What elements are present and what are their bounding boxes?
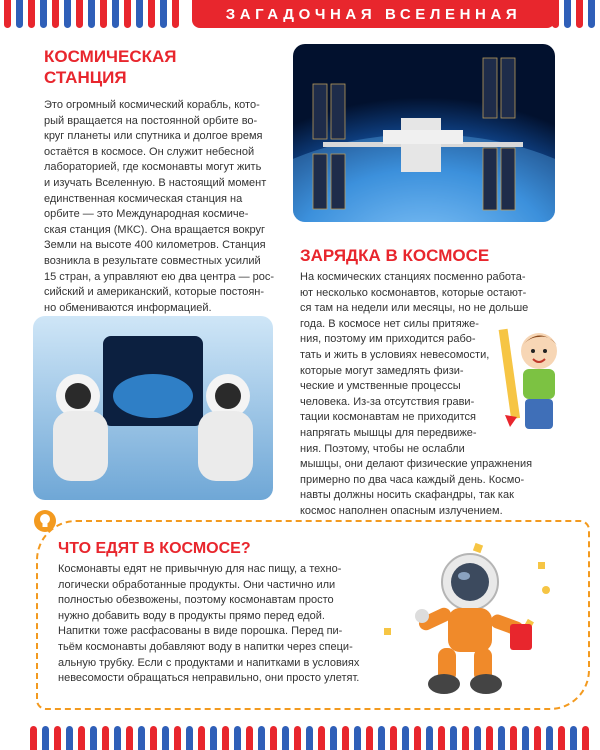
station-line: возникла в результате совместных усилий (44, 254, 261, 267)
exercise-line: примерно по два часа каждый день. Космо- (300, 473, 525, 486)
stripe (54, 726, 61, 750)
exercise-line: напрягать мышцы для передвиже- (300, 426, 477, 439)
stripe (522, 726, 529, 750)
station-line: Земли на высоте 400 километров. Станция (44, 239, 266, 252)
stripe (28, 0, 35, 28)
station-heading-line2: СТАНЦИЯ (44, 68, 127, 87)
header-stripes-left (4, 0, 184, 28)
exercise-line: космос наполнен опасным излучением. (300, 504, 503, 517)
stripe (582, 726, 589, 750)
stripe (450, 726, 457, 750)
food-line: альную трубку. Если с продуктами и напитками в условиях (58, 656, 360, 669)
station-line: Это огромный космический корабль, кото- (44, 99, 260, 111)
stripe (102, 726, 109, 750)
exercise-line: человека. Из-за отсутствия грави- (300, 395, 475, 408)
stripe (342, 726, 349, 750)
station-line: и изучать Вселенную. В настоящий момент (44, 176, 267, 189)
food-text (58, 562, 378, 687)
food-line: нужно добавить воду в продукты прямо перед едой. (58, 609, 325, 622)
exercise-line: которые могут замедлять физи- (300, 364, 464, 377)
exercise-line: На космических станциях посменно работа- (300, 271, 526, 283)
stripe (136, 0, 143, 28)
food-line: полностью обезвожены, поэтому космонавтам просто (58, 594, 334, 607)
stripe (222, 726, 229, 750)
station-heading-line1: КОСМИЧЕСКАЯ (44, 47, 177, 66)
stripe (426, 726, 433, 750)
stripe (390, 726, 397, 750)
iss-photo (293, 44, 555, 222)
stripe (330, 726, 337, 750)
stripe (438, 726, 445, 750)
stripe (198, 726, 205, 750)
stripe (564, 0, 571, 28)
stripe (42, 726, 49, 750)
stripe (402, 726, 409, 750)
exercise-line: тать и жить в условиях невесомости, (300, 348, 490, 361)
station-line: рый вращается на постоянной орбите во- (44, 114, 258, 127)
stripe (378, 726, 385, 750)
exercise-line: года. В космосе нет силы притяже- (300, 317, 479, 330)
stripe (88, 0, 95, 28)
station-line: ская станция (МКС). Она вращается вокруг (44, 223, 265, 236)
stripe (76, 0, 83, 28)
stripe (174, 726, 181, 750)
station-line: единственная космическая станция на (44, 192, 243, 205)
stripe (534, 726, 541, 750)
exercise-line: ния, поэтому им приходится рабо- (300, 333, 476, 346)
food-line: логически обработанные продукты. Они частично или (58, 578, 336, 591)
stripe (294, 726, 301, 750)
stripe (366, 726, 373, 750)
stripe (210, 726, 217, 750)
stripe (66, 726, 73, 750)
stripe (186, 726, 193, 750)
stripe (570, 726, 577, 750)
station-line: орбите — это Международная космиче- (44, 208, 249, 221)
stripe (486, 726, 493, 750)
section-title: ЗАГАДОЧНАЯ ВСЕЛЕННАЯ (225, 5, 522, 23)
stripe (318, 726, 325, 750)
stripe (552, 0, 559, 28)
stripe (112, 0, 119, 28)
stripe (354, 726, 361, 750)
stripe (306, 726, 313, 750)
exercise-line: навты должны носить скафандры, так как (300, 489, 514, 502)
exercise-line: ния. Поэтому, чтобы не ослабли (300, 442, 465, 455)
station-text (44, 98, 294, 316)
stripe (282, 726, 289, 750)
exercise-heading: ЗАРЯДКА В КОСМОСЕ (300, 246, 490, 265)
stripe (558, 726, 565, 750)
stripe (148, 0, 155, 28)
stripe (124, 0, 131, 28)
floating-astronaut-illustration (378, 532, 558, 700)
stripe (588, 0, 595, 28)
station-line: сийский и американский, которые постоян- (44, 286, 265, 299)
exercise-line: ческие и умственные процессы (300, 380, 461, 393)
stripe (576, 0, 583, 28)
stripe (150, 726, 157, 750)
stripe (474, 726, 481, 750)
stripe (246, 726, 253, 750)
exercise-line: ют несколько космонавтов, которые остают- (300, 286, 527, 299)
boy-with-pencil-illustration (495, 325, 570, 440)
exercise-line: тации космонавтам не приходится (300, 411, 477, 424)
stripe (258, 726, 265, 750)
food-line: невесомости обращаться неправильно, они просто улетят. (58, 672, 360, 685)
exercise-line: мышцы, они делают физические упражнения (300, 458, 533, 471)
stripe (90, 726, 97, 750)
stripe (160, 0, 167, 28)
stripe (16, 0, 23, 28)
stripe (510, 726, 517, 750)
stripe (4, 0, 11, 28)
stripe (100, 0, 107, 28)
lightbulb-icon (34, 510, 56, 532)
stripe (126, 726, 133, 750)
exercise-line: ся там на недели или месяцы, но не дольше (300, 302, 529, 315)
station-heading (44, 46, 176, 88)
stripe (40, 0, 47, 28)
header-stripes-right (552, 0, 600, 28)
stripe (30, 726, 37, 750)
food-line: Напитки тоже расфасованы в виде порошка. Перед пи- (58, 625, 343, 638)
stripe (546, 726, 553, 750)
food-heading: ЧТО ЕДЯТ В КОСМОСЕ? (58, 540, 251, 557)
stripe (172, 0, 179, 28)
station-line: лабораторией, где космонавты могут жить (44, 161, 262, 174)
food-line: тьём космонавты добавляют воду в напитки через специ- (58, 640, 353, 653)
footer-stripes (30, 726, 594, 750)
stripe (162, 726, 169, 750)
stripe (270, 726, 277, 750)
astronauts-photo (33, 316, 273, 500)
stripe (234, 726, 241, 750)
stripe (52, 0, 59, 28)
station-line: круг планеты или спутника и долгое время (44, 130, 263, 143)
station-line: 15 стран, а управляют ею два центра — рос- (44, 270, 275, 283)
stripe (78, 726, 85, 750)
stripe (498, 726, 505, 750)
header-banner (192, 0, 555, 28)
stripe (462, 726, 469, 750)
station-line: но обмениваются информацией. (44, 301, 212, 314)
stripe (138, 726, 145, 750)
food-line: Космонавты едят не привычную для нас пищу, а техно- (58, 563, 342, 575)
stripe (64, 0, 71, 28)
stripe (414, 726, 421, 750)
station-line: остаётся в космосе. Он служит небесной (44, 145, 255, 158)
stripe (114, 726, 121, 750)
